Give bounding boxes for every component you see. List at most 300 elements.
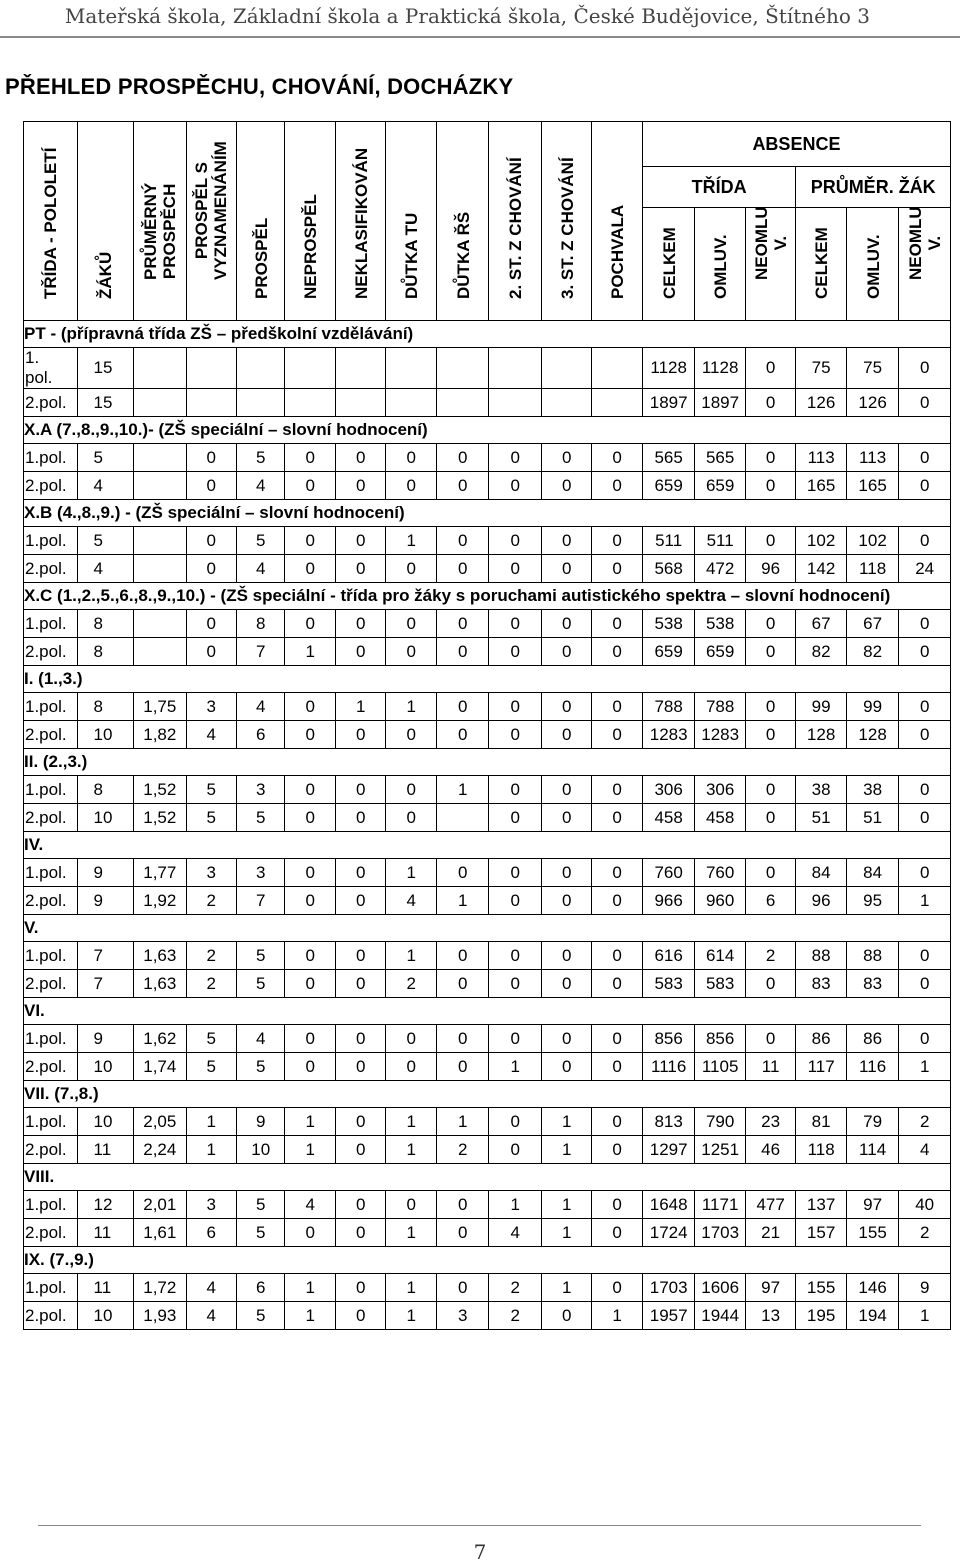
table-cell: 1 bbox=[592, 1302, 642, 1330]
table-cell: 0 bbox=[592, 444, 642, 472]
table-cell: 3 bbox=[436, 1302, 489, 1330]
period-cell: 1.pol. bbox=[24, 1108, 78, 1136]
table-cell: 0 bbox=[436, 1219, 489, 1247]
table-cell: 1 bbox=[436, 776, 489, 804]
table-cell: 10 bbox=[77, 1053, 134, 1081]
table-cell: 0 bbox=[541, 721, 591, 749]
table-cell: 659 bbox=[695, 638, 745, 666]
table-row bbox=[24, 610, 951, 638]
table-cell: 0 bbox=[745, 389, 795, 417]
period-cell: 2.pol. bbox=[24, 721, 78, 749]
table-cell: 0 bbox=[899, 859, 951, 887]
table-cell: 46 bbox=[745, 1136, 795, 1164]
col-trida-neomluv: NEOMLU V. bbox=[745, 208, 795, 321]
table-cell: 5 bbox=[237, 1053, 285, 1081]
table-cell bbox=[285, 389, 335, 417]
table-cell bbox=[436, 389, 489, 417]
table-cell: 2 bbox=[489, 1274, 542, 1302]
table-cell: 2 bbox=[436, 1136, 489, 1164]
table-cell: 1 bbox=[899, 1053, 951, 1081]
period-cell: 1.pol. bbox=[24, 1274, 78, 1302]
table-cell: 5 bbox=[237, 1191, 285, 1219]
table-cell: 113 bbox=[846, 444, 899, 472]
table-cell: 117 bbox=[796, 1053, 846, 1081]
table-cell: 7 bbox=[77, 942, 134, 970]
table-cell: 788 bbox=[695, 693, 745, 721]
table-cell: 0 bbox=[541, 693, 591, 721]
table-cell: 1703 bbox=[642, 1274, 695, 1302]
table-cell: 0 bbox=[436, 444, 489, 472]
table-cell: 1 bbox=[186, 1108, 236, 1136]
table-cell: 5 bbox=[237, 1302, 285, 1330]
results-table bbox=[23, 121, 951, 1330]
header-divider bbox=[0, 36, 960, 38]
table-cell: 1 bbox=[285, 1302, 335, 1330]
table-cell: 538 bbox=[695, 610, 745, 638]
table-cell: 0 bbox=[745, 721, 795, 749]
table-cell: 0 bbox=[285, 610, 335, 638]
table-cell: 5 bbox=[186, 776, 236, 804]
table-cell: 1 bbox=[541, 1219, 591, 1247]
table-row bbox=[24, 1219, 951, 1247]
table-row bbox=[24, 527, 951, 555]
table-cell: 1251 bbox=[695, 1136, 745, 1164]
table-cell: 11 bbox=[77, 1136, 134, 1164]
table-cell: 4 bbox=[237, 472, 285, 500]
table-cell: 565 bbox=[695, 444, 745, 472]
table-cell: 760 bbox=[695, 859, 745, 887]
table-cell: 11 bbox=[77, 1274, 134, 1302]
table-cell: 6 bbox=[237, 1274, 285, 1302]
table-cell: 0 bbox=[386, 610, 436, 638]
table-row bbox=[24, 638, 951, 666]
table-row bbox=[24, 472, 951, 500]
table-cell: 195 bbox=[796, 1302, 846, 1330]
table-cell: 6 bbox=[237, 721, 285, 749]
table-cell bbox=[335, 389, 385, 417]
table-cell: 1606 bbox=[695, 1274, 745, 1302]
table-cell: 0 bbox=[899, 610, 951, 638]
table-cell: 4 bbox=[237, 555, 285, 583]
table-cell: 538 bbox=[642, 610, 695, 638]
table-cell: 1 bbox=[386, 1274, 436, 1302]
table-cell: 0 bbox=[436, 693, 489, 721]
table-cell: 3 bbox=[237, 859, 285, 887]
table-cell: 0 bbox=[489, 970, 542, 998]
table-cell: 1283 bbox=[642, 721, 695, 749]
table-cell: 7 bbox=[237, 638, 285, 666]
table-cell: 128 bbox=[846, 721, 899, 749]
table-cell: 96 bbox=[745, 555, 795, 583]
table-cell: 0 bbox=[335, 610, 385, 638]
table-cell: 9 bbox=[77, 859, 134, 887]
table-cell: 0 bbox=[489, 1108, 542, 1136]
table-cell: 0 bbox=[386, 1053, 436, 1081]
table-cell: 0 bbox=[386, 721, 436, 749]
table-cell: 4 bbox=[386, 887, 436, 915]
table-cell: 79 bbox=[846, 1108, 899, 1136]
table-cell: 511 bbox=[642, 527, 695, 555]
table-cell: 3 bbox=[186, 693, 236, 721]
table-cell: 1 bbox=[541, 1136, 591, 1164]
table-cell bbox=[134, 527, 187, 555]
table-cell: 5 bbox=[237, 527, 285, 555]
table-cell: 0 bbox=[335, 776, 385, 804]
table-cell: 0 bbox=[386, 776, 436, 804]
table-cell: 4 bbox=[186, 1274, 236, 1302]
table-cell: 0 bbox=[489, 444, 542, 472]
table-cell: 0 bbox=[899, 527, 951, 555]
table-cell: 856 bbox=[642, 1025, 695, 1053]
table-cell: 0 bbox=[592, 1136, 642, 1164]
table-cell: 1648 bbox=[642, 1191, 695, 1219]
table-cell: 0 bbox=[489, 887, 542, 915]
period-cell: 2.pol. bbox=[24, 1053, 78, 1081]
table-cell: 0 bbox=[592, 555, 642, 583]
col-2st-chovani: 2. ST. Z CHOVÁNÍ bbox=[489, 122, 542, 321]
table-cell: 0 bbox=[899, 389, 951, 417]
table-cell: 0 bbox=[489, 1025, 542, 1053]
table-cell: 4 bbox=[77, 555, 134, 583]
table-cell: 0 bbox=[436, 970, 489, 998]
table-cell: 0 bbox=[745, 610, 795, 638]
period-cell: 1.pol. bbox=[24, 859, 78, 887]
table-cell: 0 bbox=[285, 970, 335, 998]
table-cell: 1 bbox=[489, 1053, 542, 1081]
table-cell: 0 bbox=[285, 942, 335, 970]
table-cell: 1 bbox=[899, 887, 951, 915]
table-cell: 0 bbox=[541, 859, 591, 887]
table-cell: 4 bbox=[237, 1025, 285, 1053]
table-cell: 24 bbox=[899, 555, 951, 583]
table-cell: 0 bbox=[899, 942, 951, 970]
table-cell: 788 bbox=[642, 693, 695, 721]
table-cell: 146 bbox=[846, 1274, 899, 1302]
table-cell: 0 bbox=[335, 721, 385, 749]
table-cell: 0 bbox=[186, 638, 236, 666]
table-cell: 0 bbox=[592, 1053, 642, 1081]
table-cell: 477 bbox=[745, 1191, 795, 1219]
table-cell: 659 bbox=[695, 472, 745, 500]
table-cell: 0 bbox=[489, 1136, 542, 1164]
table-cell: 1 bbox=[186, 1136, 236, 1164]
table-row bbox=[24, 776, 951, 804]
period-cell: 1.pol. bbox=[24, 610, 78, 638]
table-cell: 0 bbox=[436, 942, 489, 970]
table-cell: 0 bbox=[386, 804, 436, 832]
section-title: X.A (7.,8.,9.,10.)- (ZŠ speciální – slovní hodnocení) bbox=[24, 417, 951, 444]
table-cell: 1 bbox=[386, 942, 436, 970]
section-row bbox=[24, 832, 951, 859]
table-cell bbox=[489, 348, 542, 389]
table-cell bbox=[541, 389, 591, 417]
table-cell: 790 bbox=[695, 1108, 745, 1136]
table-cell: 8 bbox=[77, 693, 134, 721]
table-cell: 9 bbox=[899, 1274, 951, 1302]
table-cell: 0 bbox=[335, 1302, 385, 1330]
table-cell: 11 bbox=[745, 1053, 795, 1081]
table-cell: 96 bbox=[796, 887, 846, 915]
table-cell: 0 bbox=[541, 472, 591, 500]
table-cell: 659 bbox=[642, 638, 695, 666]
table-cell: 83 bbox=[796, 970, 846, 998]
table-cell: 0 bbox=[386, 444, 436, 472]
table-cell: 1 bbox=[386, 1108, 436, 1136]
table-cell: 9 bbox=[77, 1025, 134, 1053]
table-cell: 1105 bbox=[695, 1053, 745, 1081]
col-prumerny-prospech: PRŮMĚRNÝ PROSPĚCH bbox=[134, 122, 187, 321]
table-cell bbox=[386, 389, 436, 417]
section-row bbox=[24, 915, 951, 942]
table-cell: 82 bbox=[796, 638, 846, 666]
table-cell: 0 bbox=[541, 970, 591, 998]
table-cell: 1,61 bbox=[134, 1219, 187, 1247]
table-cell: 0 bbox=[541, 1053, 591, 1081]
table-cell: 1 bbox=[541, 1108, 591, 1136]
col-dutka-rs: DŮTKA ŘŠ bbox=[436, 122, 489, 321]
table-cell: 114 bbox=[846, 1136, 899, 1164]
col-dutka-tu: DŮTKA TU bbox=[386, 122, 436, 321]
table-cell: 0 bbox=[436, 1025, 489, 1053]
page-number: 7 bbox=[473, 1540, 487, 1564]
table-cell: 3 bbox=[186, 859, 236, 887]
col-zak-omluv: OMLUV. bbox=[846, 208, 899, 321]
table-cell: 0 bbox=[285, 859, 335, 887]
table-cell: 0 bbox=[592, 804, 642, 832]
table-cell: 5 bbox=[186, 804, 236, 832]
table-cell: 1,63 bbox=[134, 942, 187, 970]
period-cell: 1.pol. bbox=[24, 1191, 78, 1219]
table-cell: 1 bbox=[285, 1136, 335, 1164]
section-row bbox=[24, 583, 951, 610]
table-cell: 0 bbox=[436, 1053, 489, 1081]
table-cell: 1 bbox=[386, 527, 436, 555]
table-cell: 1,75 bbox=[134, 693, 187, 721]
table-cell: 75 bbox=[846, 348, 899, 389]
table-cell: 113 bbox=[796, 444, 846, 472]
table-cell: 2 bbox=[186, 942, 236, 970]
table-cell: 1128 bbox=[695, 348, 745, 389]
table-cell: 0 bbox=[899, 970, 951, 998]
table-cell: 0 bbox=[436, 721, 489, 749]
table-cell: 0 bbox=[436, 527, 489, 555]
table-cell: 0 bbox=[335, 638, 385, 666]
table-cell: 1,72 bbox=[134, 1274, 187, 1302]
table-cell: 0 bbox=[899, 721, 951, 749]
period-cell: 2.pol. bbox=[24, 1219, 78, 1247]
table-row bbox=[24, 970, 951, 998]
table-cell: 0 bbox=[745, 348, 795, 389]
table-cell bbox=[134, 638, 187, 666]
table-cell: 0 bbox=[899, 693, 951, 721]
table-cell: 565 bbox=[642, 444, 695, 472]
table-cell: 0 bbox=[489, 610, 542, 638]
table-cell bbox=[386, 348, 436, 389]
table-cell: 8 bbox=[77, 610, 134, 638]
period-cell: 2.pol. bbox=[24, 1136, 78, 1164]
table-cell: 128 bbox=[796, 721, 846, 749]
table-cell: 0 bbox=[541, 887, 591, 915]
table-cell: 568 bbox=[642, 555, 695, 583]
table-cell: 0 bbox=[592, 638, 642, 666]
table-cell: 0 bbox=[436, 859, 489, 887]
table-cell: 0 bbox=[335, 472, 385, 500]
table-cell: 0 bbox=[745, 444, 795, 472]
period-cell: 2.pol. bbox=[24, 804, 78, 832]
table-cell: 15 bbox=[77, 389, 134, 417]
table-cell: 4 bbox=[237, 693, 285, 721]
section-row bbox=[24, 1164, 951, 1191]
table-cell: 856 bbox=[695, 1025, 745, 1053]
table-cell: 4 bbox=[285, 1191, 335, 1219]
table-row bbox=[24, 1302, 951, 1330]
table-cell: 0 bbox=[436, 555, 489, 583]
table-cell: 1 bbox=[335, 693, 385, 721]
table-cell: 10 bbox=[77, 804, 134, 832]
table-cell: 97 bbox=[846, 1191, 899, 1219]
table-cell: 0 bbox=[489, 804, 542, 832]
table-cell: 1724 bbox=[642, 1219, 695, 1247]
table-cell bbox=[186, 389, 236, 417]
table-cell: 0 bbox=[592, 527, 642, 555]
table-cell: 0 bbox=[335, 1108, 385, 1136]
table-cell: 23 bbox=[745, 1108, 795, 1136]
table-cell: 0 bbox=[541, 638, 591, 666]
table-cell: 2 bbox=[386, 970, 436, 998]
table-cell: 0 bbox=[899, 472, 951, 500]
section-title: IV. bbox=[24, 832, 951, 859]
table-cell: 0 bbox=[386, 1191, 436, 1219]
table-cell: 5 bbox=[77, 527, 134, 555]
table-cell: 1 bbox=[436, 1108, 489, 1136]
period-cell: 2.pol. bbox=[24, 389, 78, 417]
table-cell: 10 bbox=[77, 1108, 134, 1136]
table-cell: 8 bbox=[77, 638, 134, 666]
table-cell: 0 bbox=[335, 1136, 385, 1164]
table-cell: 1 bbox=[386, 693, 436, 721]
table-cell: 0 bbox=[489, 859, 542, 887]
table-cell: 2,05 bbox=[134, 1108, 187, 1136]
table-cell: 38 bbox=[796, 776, 846, 804]
period-cell: 2.pol. bbox=[24, 1302, 78, 1330]
table-cell bbox=[186, 348, 236, 389]
table-cell: 142 bbox=[796, 555, 846, 583]
table-cell: 99 bbox=[846, 693, 899, 721]
table-cell: 583 bbox=[695, 970, 745, 998]
table-cell: 1 bbox=[386, 1219, 436, 1247]
table-row bbox=[24, 1274, 951, 1302]
table-cell: 0 bbox=[285, 721, 335, 749]
table-cell: 4 bbox=[77, 472, 134, 500]
table-cell: 0 bbox=[592, 1025, 642, 1053]
period-cell: 1.pol. bbox=[24, 693, 78, 721]
table-cell bbox=[237, 348, 285, 389]
table-cell: 1,52 bbox=[134, 776, 187, 804]
table-cell bbox=[436, 348, 489, 389]
table-cell: 7 bbox=[237, 887, 285, 915]
table-cell: 0 bbox=[386, 638, 436, 666]
table-cell: 1 bbox=[899, 1302, 951, 1330]
table-cell: 2,24 bbox=[134, 1136, 187, 1164]
table-cell: 0 bbox=[745, 527, 795, 555]
table-cell: 659 bbox=[642, 472, 695, 500]
section-row bbox=[24, 998, 951, 1025]
table-cell: 0 bbox=[541, 610, 591, 638]
table-cell: 7 bbox=[77, 970, 134, 998]
period-cell: 2.pol. bbox=[24, 555, 78, 583]
table-cell: 614 bbox=[695, 942, 745, 970]
section-title: IX. (7.,9.) bbox=[24, 1247, 951, 1274]
table-cell: 0 bbox=[899, 348, 951, 389]
table-cell: 1703 bbox=[695, 1219, 745, 1247]
table-cell: 4 bbox=[899, 1136, 951, 1164]
table-cell: 15 bbox=[77, 348, 134, 389]
table-cell: 5 bbox=[237, 444, 285, 472]
table-cell: 155 bbox=[796, 1274, 846, 1302]
table-cell: 88 bbox=[796, 942, 846, 970]
section-title: I. (1.,3.) bbox=[24, 666, 951, 693]
absence-trida-header: TŘÍDA bbox=[642, 167, 795, 208]
period-cell: 2.pol. bbox=[24, 638, 78, 666]
table-cell: 1 bbox=[285, 638, 335, 666]
table-cell: 0 bbox=[592, 610, 642, 638]
table-cell: 0 bbox=[489, 776, 542, 804]
table-cell: 0 bbox=[436, 472, 489, 500]
table-cell: 0 bbox=[541, 555, 591, 583]
table-cell: 2 bbox=[899, 1219, 951, 1247]
table-cell: 11 bbox=[77, 1219, 134, 1247]
table-cell: 0 bbox=[745, 472, 795, 500]
table-cell: 1,63 bbox=[134, 970, 187, 998]
table-cell: 966 bbox=[642, 887, 695, 915]
col-prospel: PROSPĚL bbox=[237, 122, 285, 321]
absence-header: ABSENCE bbox=[642, 122, 950, 167]
table-cell: 0 bbox=[436, 1274, 489, 1302]
table-cell: 0 bbox=[592, 1108, 642, 1136]
table-cell: 511 bbox=[695, 527, 745, 555]
section-row bbox=[24, 1247, 951, 1274]
table-cell: 1 bbox=[541, 1274, 591, 1302]
table-cell bbox=[134, 389, 187, 417]
table-cell: 82 bbox=[846, 638, 899, 666]
table-cell: 1 bbox=[541, 1191, 591, 1219]
table-cell: 67 bbox=[846, 610, 899, 638]
table-cell: 0 bbox=[745, 970, 795, 998]
table-body bbox=[24, 321, 951, 1330]
table-cell: 0 bbox=[489, 942, 542, 970]
table-cell: 99 bbox=[796, 693, 846, 721]
table-cell: 5 bbox=[237, 1219, 285, 1247]
table-cell: 86 bbox=[796, 1025, 846, 1053]
section-row bbox=[24, 1081, 951, 1108]
table-cell: 0 bbox=[285, 1219, 335, 1247]
table-cell: 3 bbox=[237, 776, 285, 804]
table-cell: 1,77 bbox=[134, 859, 187, 887]
table-cell: 0 bbox=[386, 472, 436, 500]
table-cell: 0 bbox=[335, 1025, 385, 1053]
page-header bbox=[0, 0, 960, 40]
table-cell: 51 bbox=[846, 804, 899, 832]
table-cell: 0 bbox=[541, 527, 591, 555]
table-cell: 118 bbox=[796, 1136, 846, 1164]
table-cell: 1957 bbox=[642, 1302, 695, 1330]
table-cell: 0 bbox=[592, 776, 642, 804]
table-cell: 0 bbox=[436, 638, 489, 666]
table-cell: 0 bbox=[899, 444, 951, 472]
section-title: V. bbox=[24, 915, 951, 942]
table-cell: 1171 bbox=[695, 1191, 745, 1219]
table-cell: 0 bbox=[899, 638, 951, 666]
